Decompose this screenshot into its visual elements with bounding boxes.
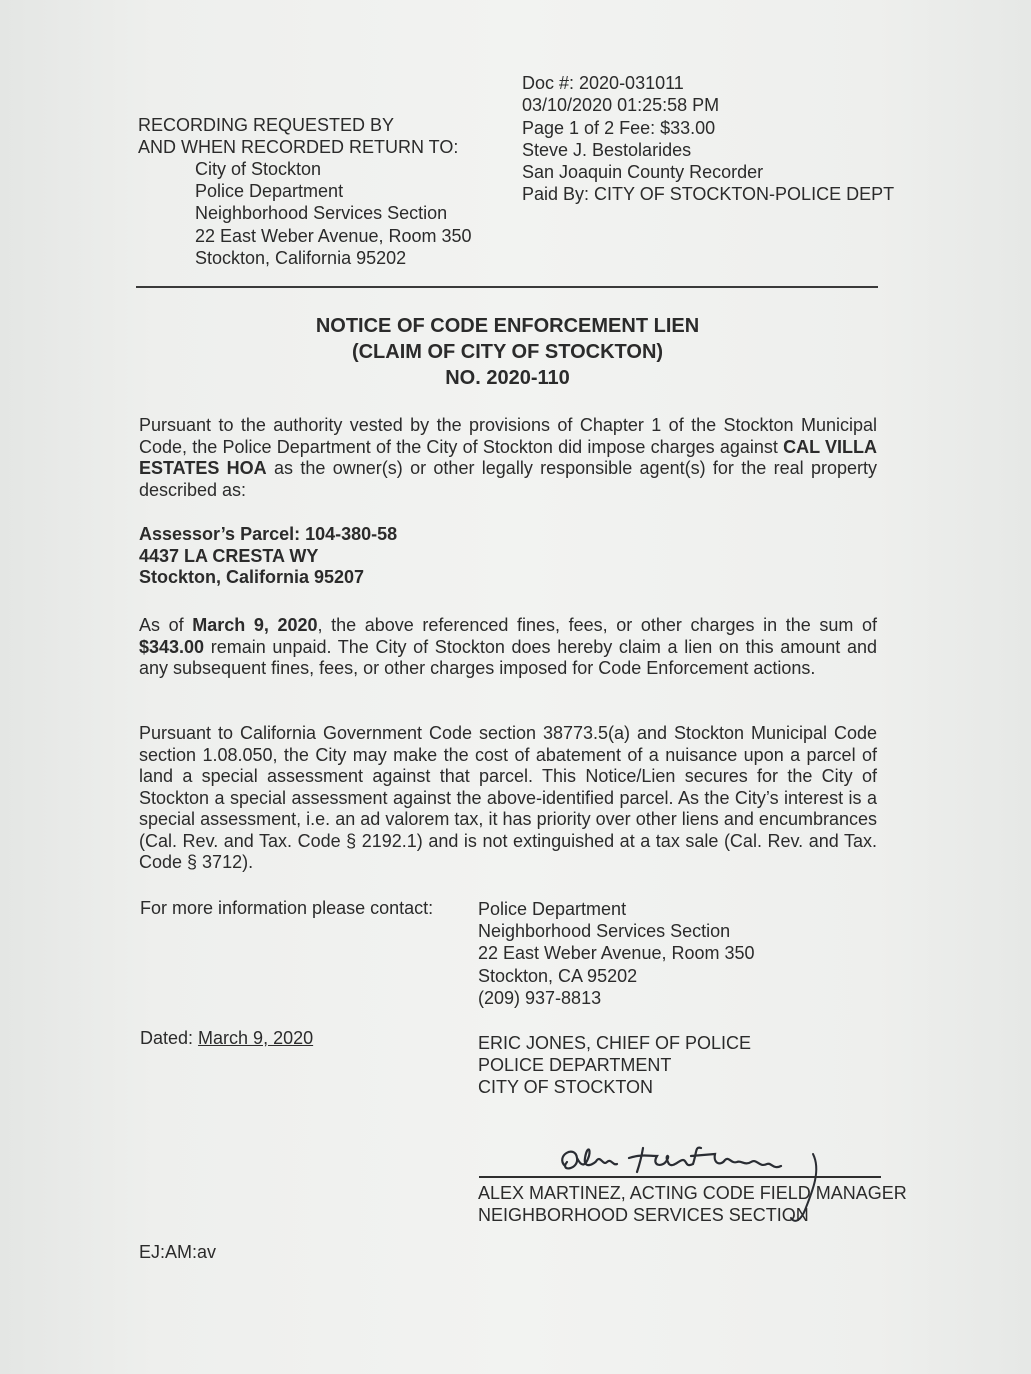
typist-initials: EJ:AM:av (139, 1242, 217, 1262)
property-city: Stockton, California 95207 (139, 567, 365, 587)
chief-line: ERIC JONES, CHIEF OF POLICE (478, 1033, 752, 1053)
contact-line: Stockton, CA 95202 (478, 965, 638, 986)
signatory-section: NEIGHBORHOOD SERVICES SECTION (478, 1205, 809, 1226)
contact-address (478, 898, 755, 1009)
contact-line: Neighborhood Services Section (478, 921, 731, 942)
recorder-stamp (522, 72, 894, 206)
page-and-fee: Page 1 of 2 Fee: $33.00 (522, 117, 716, 138)
chief-block (478, 1032, 751, 1099)
as-of-date: March 9, 2020 (192, 615, 318, 635)
signatory-name: ALEX MARTINEZ, ACTING CODE FIELD MANAGER (478, 1183, 907, 1203)
title-line-3: NO. 2020-110 (445, 367, 570, 389)
recording-line-2: AND WHEN RECORDED RETURN TO: (138, 137, 459, 158)
assessor-parcel: Assessor’s Parcel: 104-380-58 (139, 524, 398, 544)
recording-requested-block (138, 114, 458, 158)
authority-paragraph: Pursuant to the authority vested by the provisions of Chapter 1 of the Stockton Municipal Code, the Police Department of the City of Stockton did impose charges against CAL VILLA ESTATES HOA as the owner(s) or other legally responsible agent(s) for the real property described as: (139, 415, 877, 500)
dated-date: March 9, 2020 (198, 1028, 314, 1048)
property-description (139, 524, 397, 589)
return-address-line: Police Department (195, 181, 344, 202)
chief-line: CITY OF STOCKTON (478, 1077, 654, 1098)
special-assessment-paragraph: Pursuant to California Government Code section 38773.5(a) and Stockton Municipal Code section 1.08.050, the City may make the cost of abatement of a nuisance upon a parcel of land a special assessment against that parcel. This Notice/Lien secures for the City of Stockton a special assessment against the above-identified parcel. As the City’s interest is a special assessment, i.e. an ad valorem tax, it has priority over other liens and encumbrances (Cal. Rev. and Tax. Code § 2192.1) and is not extinguished at a tax sale (Cal. Rev. and Tax. Code § 3712). (139, 723, 877, 872)
recording-line-1: RECORDING REQUESTED BY (138, 115, 395, 135)
property-street: 4437 LA CRESTA WY (139, 545, 319, 566)
dated-line: Dated: March 9, 2020 (140, 1028, 314, 1048)
owner-name: CAL VILLA ESTATES HOA (139, 436, 877, 478)
recorder-name: Steve J. Bestolarides (522, 139, 692, 160)
contact-line: Police Department (478, 899, 627, 919)
chief-line: POLICE DEPARTMENT (478, 1055, 672, 1076)
recorder-title: San Joaquin County Recorder (522, 162, 764, 183)
return-address-line: Stockton, California 95202 (195, 247, 407, 268)
return-address-line: Neighborhood Services Section (195, 203, 448, 224)
paid-by: Paid By: CITY OF STOCKTON-POLICE DEPT (522, 184, 895, 205)
signatory-block (478, 1182, 907, 1226)
recorded-datetime: 03/10/2020 01:25:58 PM (522, 95, 720, 116)
header-divider (136, 286, 878, 288)
contact-label: For more information please contact: (140, 898, 434, 918)
title-line-2: (CLAIM OF CITY OF STOCKTON) (351, 341, 664, 363)
unpaid-charges-paragraph: As of March 9, 2020, the above referenced fines, fees, or other charges in the sum of $343.00 remain unpaid. The City of Stockton does hereby claim a lien on this amount and any subsequent fines, fees, or other charges imposed for Code Enforcement actions. (139, 615, 877, 678)
title-line-1: NOTICE OF CODE ENFORCEMENT LIEN (315, 315, 700, 337)
document-title (0, 313, 1015, 391)
doc-number: Doc #: 2020-031011 (522, 73, 684, 93)
contact-phone: (209) 937-8813 (478, 987, 602, 1008)
return-address-line: 22 East Weber Avenue, Room 350 (195, 225, 472, 246)
contact-line: 22 East Weber Avenue, Room 350 (478, 943, 755, 964)
lien-amount: $343.00 (139, 636, 205, 657)
return-address (195, 158, 472, 269)
signature-line (479, 1176, 881, 1178)
return-address-line: City of Stockton (195, 159, 322, 179)
